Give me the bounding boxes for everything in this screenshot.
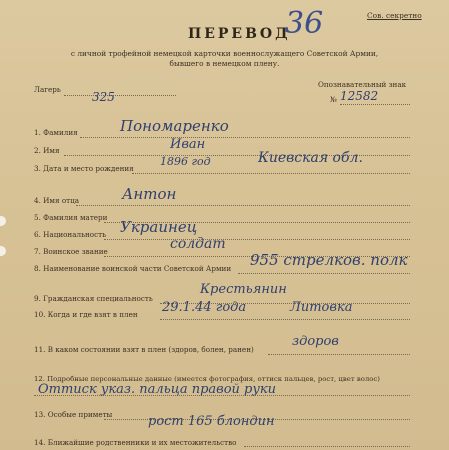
subtitle-line-1: с личной трофейной немецкой карточки военнослужащего Советской Армии, (70, 49, 379, 58)
tag-value: 12582 (340, 89, 379, 103)
field-1-value: Пономаренко (120, 117, 229, 135)
camp-line (64, 95, 176, 96)
tag-line (340, 104, 410, 105)
field-4-line (76, 205, 410, 206)
field-12-label: 12. Подробные персональные данные (имеется фотография, оттиск пальцев, рост, цвет волос) (34, 375, 380, 383)
field-11-line (268, 354, 410, 355)
tag-label: Опознавательный знак (318, 80, 407, 89)
subtitle-line-2: бывшего в немецком плену. (169, 59, 280, 68)
field-12-value: Оттиск указ. пальца правой руки (38, 382, 277, 397)
field-11-value: здоров (292, 334, 339, 349)
field-11-label: 11. В каком состоянии взят в плен (здоров, болен, ранен) (34, 345, 254, 354)
field-13-value: рост 165 блондин (148, 414, 275, 429)
handwritten-number: 36 (285, 6, 324, 41)
tag-no-label: № (330, 95, 337, 104)
field-3-line (132, 173, 410, 174)
field-9-label: 9. Гражданская специальность (34, 294, 153, 303)
field-2-label: 2. Имя (34, 146, 60, 155)
field-3-value: 1896 год (160, 155, 211, 168)
field-6-label: 6. Национальность (34, 230, 107, 239)
field-5-label: 5. Фамилия матери (34, 213, 108, 222)
field-8-line (238, 273, 410, 274)
camp-label: Лагерь (34, 85, 61, 94)
punch-hole (0, 216, 6, 226)
field-10-value-2: Литовка (290, 300, 353, 315)
camp-value: 325 (92, 90, 115, 104)
secret-label: Сов. секретно (367, 11, 422, 20)
field-10-value: 29.1.44 года (162, 300, 247, 315)
field-1-label: 1. Фамилия (34, 128, 78, 137)
field-7-value: солдат (170, 236, 226, 252)
field-10-label: 10. Когда и где взят в плен (34, 310, 138, 319)
field-8-label: 8. Наименование воинской части Советской Армии (34, 264, 232, 273)
field-2-value: Иван (170, 137, 206, 152)
field-13-label: 13. Особые приметы (34, 410, 113, 419)
document-title: ПЕРЕВОД (188, 26, 291, 42)
field-10-line (160, 319, 410, 320)
field-9-value: Крестьянин (200, 282, 287, 297)
field-4-value: Антон (122, 185, 177, 203)
field-4-label: 4. Имя отца (34, 196, 80, 205)
field-7-label: 7. Воинское звание (34, 247, 108, 256)
field-6-line (104, 239, 410, 240)
field-3-value-2: Киевская обл. (258, 150, 363, 166)
punch-hole (0, 246, 6, 256)
field-14-line (244, 446, 410, 447)
field-8-value: 955 стрелков. полк (250, 251, 408, 269)
field-14-label: 14. Ближайшие родственники и их местожительство (34, 438, 237, 447)
field-1-line (80, 137, 410, 138)
field-3-label: 3. Дата и место рождения (34, 164, 134, 173)
field-6-value: Украинец (120, 218, 198, 236)
